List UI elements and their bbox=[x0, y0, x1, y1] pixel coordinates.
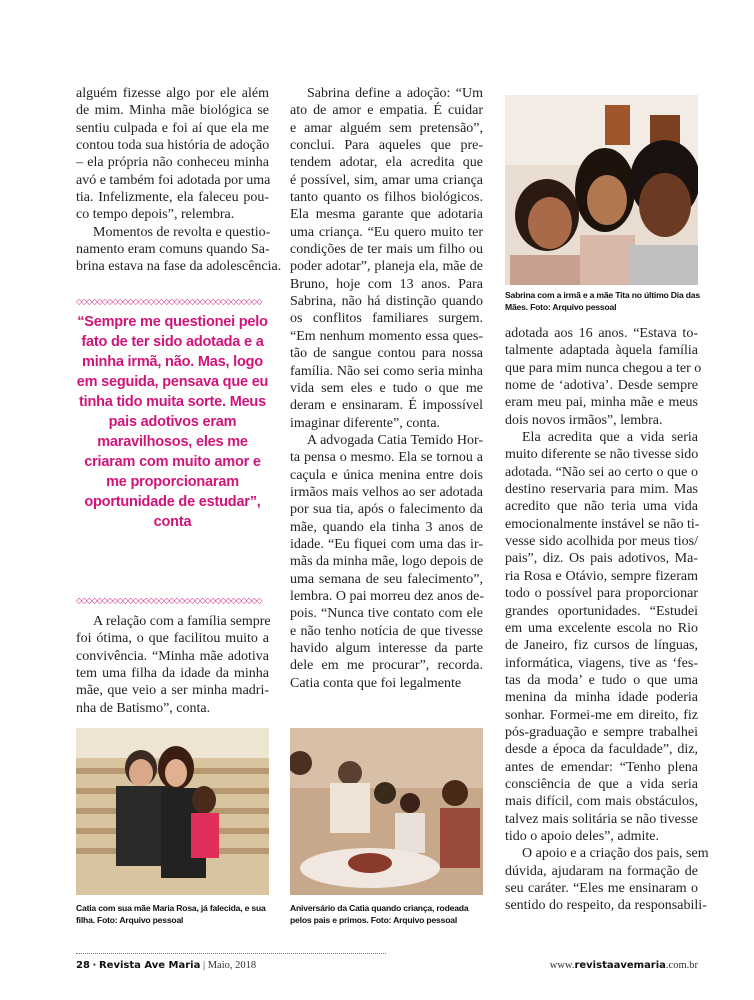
bullet-separator: · bbox=[92, 960, 97, 971]
text-line: todo o possível para proporcionar bbox=[505, 586, 698, 602]
text-line: vida sem eles e tudo o que me bbox=[290, 380, 483, 396]
text-line: A advogada Catia Temido Hor- bbox=[307, 432, 483, 448]
photo-catia-birthday bbox=[290, 728, 483, 895]
caption-bottom-middle: Aniversário da Catia quando criança, rodeada pelos pais e primos. Foto: Arquivo pessoal bbox=[290, 903, 469, 925]
text-line: deram e ensinaram. É impossível bbox=[290, 398, 483, 414]
text-line: grandes oportunidades. “Estudei bbox=[505, 603, 698, 619]
text-line: contou toda sua história de adoção bbox=[76, 138, 270, 154]
text-line: Momentos de revolta e questio- bbox=[93, 224, 271, 240]
text-line: Ela acredita que a vida seria bbox=[522, 430, 698, 446]
text-line: talvez mais solitária se não tivesse bbox=[505, 811, 698, 827]
quote-divider-top: ◇◇◇◇◇◇◇◇◇◇◇◇◇◇◇◇◇◇◇◇◇◇◇◇◇◇◇◇◇◇◇◇◇◇◇◇ bbox=[76, 298, 262, 306]
text-line: tia. Infelizmente, ela faleceu pou- bbox=[76, 190, 269, 206]
text-line: pós-graduação e sempre trabalhei bbox=[505, 724, 698, 740]
text-line: A relação com a família sempre bbox=[93, 614, 271, 629]
photo-catia-mother-daughter bbox=[76, 728, 269, 895]
text-line: avó e também foi adotada por uma bbox=[76, 172, 271, 188]
text-line: Bruno, hoje com 13 anos. Para bbox=[290, 276, 483, 292]
article-column-3 bbox=[505, 325, 709, 915]
text-line: pois. “Nunca tive contato com ele bbox=[290, 606, 483, 622]
issue-date: Maio, 2018 bbox=[207, 960, 257, 971]
text-line: é possível, sim, amar uma criança bbox=[290, 172, 483, 188]
text-line: nha de Batismo”, conta. bbox=[76, 700, 211, 716]
page-number: 28 bbox=[76, 960, 90, 971]
text-line: por sua tia, após o falecimento da bbox=[290, 502, 483, 518]
text-line: brina estava na fase da adolescência. bbox=[76, 259, 282, 275]
text-line: destino reservaria para mim. Mas bbox=[505, 482, 698, 498]
text-line: desde a época da faculdade”, diz, bbox=[505, 742, 698, 758]
text-line: caçula e única menina entre dois bbox=[290, 467, 483, 483]
text-line: talmente adaptada àquela família bbox=[505, 343, 698, 359]
text-line: e amar alguém sem pretensão”, bbox=[290, 120, 483, 136]
text-line: pais”, diz. Os pais adotivos, Ma- bbox=[505, 551, 698, 567]
text-line: tanto quanto os filhos biológicos. bbox=[290, 190, 483, 206]
article-column-2 bbox=[290, 85, 483, 692]
text-line: namento eram comuns quando Sa- bbox=[76, 242, 270, 258]
text-line: imaginar diferente”, conta. bbox=[290, 415, 441, 431]
text-line: de Janeiro, fiz cursos de línguas, bbox=[505, 638, 698, 654]
text-line: Sabrina, não há distinção quando bbox=[290, 294, 483, 310]
text-line: sentiu culpada e foi aí que ela me bbox=[76, 120, 269, 136]
text-line: tas da moda’ e tudo o que uma bbox=[505, 672, 698, 688]
text-line: família. Não sei como seria minha bbox=[290, 363, 483, 379]
text-line: dele em me procurar”, recorda. bbox=[290, 658, 483, 674]
text-line: os conflitos familiares surgem. bbox=[290, 311, 483, 327]
url-suffix: .com.br bbox=[665, 960, 698, 971]
text-line: – ela própria não conheceu minha bbox=[76, 155, 269, 171]
text-line: mãs da minha mãe, logo depois de bbox=[290, 554, 484, 570]
text-line: tem uma filha da idade da minha bbox=[76, 666, 269, 682]
article-column-1-bottom bbox=[76, 613, 269, 717]
article-column-1-top bbox=[76, 85, 282, 276]
text-line: adotada aos 16 anos. “Estava to- bbox=[505, 326, 698, 341]
text-line: ato de amor e empatia. É cuidar bbox=[290, 103, 483, 119]
caption-bottom-left: Catia com sua mãe Maria Rosa, já falecida, e sua filha. Foto: Arquivo pessoal bbox=[76, 903, 266, 925]
text-line: sonhar. Formei-me em direito, fiz bbox=[505, 707, 698, 723]
magazine-name: Revista Ave Maria bbox=[98, 960, 201, 971]
text-line: adotada. “Não sei ao certo o que o bbox=[505, 464, 698, 480]
text-line: antes de emendar: “Tenho plena bbox=[505, 759, 698, 775]
text-line: foi ótima, o que facilitou muito a bbox=[76, 631, 269, 647]
text-line: menina da minha idade poderia bbox=[505, 690, 698, 706]
pipe-separator: | bbox=[202, 960, 206, 971]
text-line: dois novos irmãos”, lembra. bbox=[505, 412, 663, 428]
text-line: vesse sido acolhida por meus tios/ bbox=[505, 534, 698, 550]
photo-sabrina-family bbox=[505, 95, 698, 285]
text-line: em uma excelente escola no Rio bbox=[505, 620, 698, 636]
text-line: Catia conta que foi legalmente bbox=[290, 675, 462, 691]
text-line: irmãos mais velhos ao ser adotada bbox=[290, 484, 483, 500]
text-line: informática, viagens, tive as ‘fes- bbox=[505, 655, 698, 671]
text-line: que para mim nunca chegou a ter o bbox=[505, 360, 702, 376]
text-line: e não tenho notícia de que tivesse bbox=[290, 623, 483, 639]
text-line: “Em nenhum momento essa ques- bbox=[290, 328, 483, 344]
text-line: nome de ‘adotiva’. Desde sempre bbox=[505, 378, 698, 394]
text-line: tendem adotar, ela acredita que bbox=[290, 155, 483, 171]
text-line: uma semana de seu falecimento”, bbox=[290, 571, 483, 587]
text-line: mais difícil, com mais obstáculos, bbox=[505, 794, 698, 810]
text-line: lembra. O pai morreu dez anos de- bbox=[290, 588, 484, 604]
footer-website[interactable] bbox=[550, 960, 698, 971]
text-line: co tempo depois”, relembra. bbox=[76, 207, 235, 223]
text-line: seu caráter. “Eles me ensinaram o bbox=[505, 881, 698, 896]
text-line: mãe, quando ela tinha 3 anos de bbox=[290, 519, 483, 535]
text-line: convivência. “Minha mãe adotiva bbox=[76, 648, 269, 664]
text-line: idade. “Eu fiquei com uma das ir- bbox=[290, 536, 483, 552]
text-line: mãe, que veio a ser minha madri- bbox=[76, 683, 269, 699]
url-brand: revistaavemaria bbox=[574, 960, 666, 971]
text-line: uma criança. “Eu quero muito ter bbox=[290, 224, 483, 240]
text-line: sentido do respeito, da responsabili- bbox=[505, 898, 707, 914]
pull-quote: “Sempre me questionei pelo fato de ter sido adotada e a minha irmã, não. Mas, logo em seguida, pensava que eu tinha tido muita sorte. Meus pais adotivos eram maravilhosos, eles me criaram com muito amor e me proporcionaram oportunidade de estudar”, conta bbox=[76, 314, 269, 530]
caption-top-right: Sabrina com a irmã e a mãe Tita no último Dia das Mães. Foto: Arquivo pessoal bbox=[505, 290, 700, 312]
text-line: alguém fizesse algo por ele além bbox=[76, 86, 269, 101]
text-line: condições de ter mais um filho ou bbox=[290, 242, 483, 258]
text-line: emocionalmente instável se não ti- bbox=[505, 516, 700, 532]
text-line: Ela mesma garante que adotaria bbox=[290, 207, 483, 223]
text-line: eram meu pai, minha mãe e meus bbox=[505, 395, 698, 411]
text-line: ta pensa o mesmo. Ela se tornou a bbox=[290, 450, 483, 466]
text-line: tido o apoio deles”, admite. bbox=[505, 828, 659, 844]
text-line: tão de sangue contou para nossa bbox=[290, 346, 483, 362]
text-line: consciência de que a vida seria bbox=[505, 776, 698, 792]
text-line: conclui. Para aqueles que pre- bbox=[290, 138, 483, 154]
text-line: Sabrina define a adoção: “Um bbox=[307, 86, 483, 101]
text-line: dúvida, ajudaram na formação de bbox=[505, 863, 698, 879]
footer-divider bbox=[76, 953, 386, 954]
text-line: havido algum interesse da parte bbox=[290, 641, 483, 656]
text-line: de mim. Minha mãe biológica se bbox=[76, 103, 269, 119]
url-prefix: www. bbox=[549, 960, 575, 971]
text-line: muito diferente se não tivesse sido bbox=[505, 447, 699, 463]
text-line: O apoio e a criação dos pais, sem bbox=[522, 846, 709, 862]
text-line: acredito que não teria uma vida bbox=[505, 499, 698, 515]
footer-page-info bbox=[76, 960, 256, 971]
quote-divider-bottom: ◇◇◇◇◇◇◇◇◇◇◇◇◇◇◇◇◇◇◇◇◇◇◇◇◇◇◇◇◇◇◇◇◇◇◇◇ bbox=[76, 597, 262, 605]
text-line: poder adotar”, planeja ela, mãe de bbox=[290, 259, 483, 275]
text-line: ria Rosa e Otávio, sempre fizeram bbox=[505, 568, 698, 584]
